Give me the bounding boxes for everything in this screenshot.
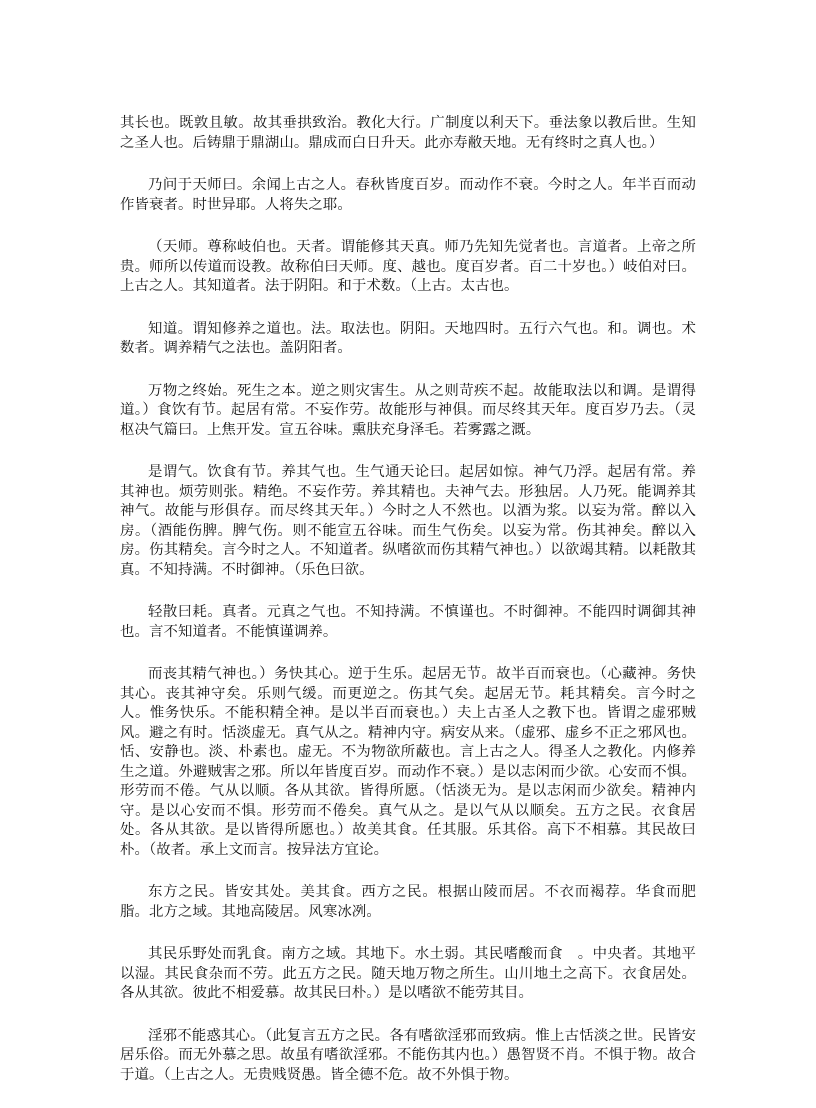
paragraph: 其民乐野处而乳食。南方之域。其地下。水土弱。其民嗜酸而食 。中央者。其地平以湿。其民食杂而不劳。此五方之民。随天地万物之所生。山川地土之高下。衣食居处。各从其欲。彼此不相爱慕。故其民曰朴。）是以嗜欲不能劳其目。 (120, 946, 696, 1001)
paragraph: 乃问于天师曰。余闻上古之人。春秋皆度百岁。而动作不衰。今时之人。年半百而动作皆衰者。时世异耶。人将失之耶。 (120, 177, 696, 213)
paragraph: 其长也。既敦且敏。故其垂拱致治。教化大行。广制度以利天下。垂法象以教后世。生知之圣人也。后铸鼎于鼎湖山。鼎成而白日升天。此亦寿敝天地。无有终时之真人也。） (120, 115, 696, 151)
paragraph: 轻散曰耗。真者。元真之气也。不知持满。不慎谨也。不时御神。不能四时调御其神也。言不知道者。不能慎谨调养。 (120, 604, 696, 640)
paragraph: 淫邪不能惑其心。（此复言五方之民。各有嗜欲淫邪而致病。惟上古恬淡之世。民皆安居乐俗。而无外慕之思。故虽有嗜欲淫邪。不能伤其内也。）愚智贤不肖。不惧于物。故合于道。（上古之人。无贵贱贤愚。皆全德不危。故不外惧于物。 (120, 1027, 696, 1083)
document-page (120, 114, 696, 1108)
paragraph: 万物之终始。死生之本。逆之则灾害生。从之则苛疾不起。故能取法以和调。是谓得道。）食饮有节。起居有常。不妄作劳。故能形与神俱。而尽终其天年。度百岁乃去。（灵枢决气篇曰。上焦开发。宣五谷味。熏肤充身泽毛。若雾露之溉。 (120, 382, 696, 438)
paragraph: 东方之民。皆安其处。美其食。西方之民。根据山陵而居。不衣而褐荐。华食而肥脂。北方之域。其地高陵居。风寒冰冽。 (120, 884, 696, 920)
paragraph: 知道。谓知修养之道也。法。取法也。阴阳。天地四时。五行六气也。和。调也。术数者。调养精气之法也。盖阴阳者。 (120, 320, 696, 356)
paragraph: 而丧其精气神也。）务快其心。逆于生乐。起居无节。故半百而衰也。（心藏神。务快其心。丧其神守矣。乐则气缓。而更逆之。伤其气矣。起居无节。耗其精矣。言今时之人。惟务快乐。不能积精全神。是以半百而衰也。）夫上古圣人之教下也。皆谓之虚邪贼风。避之有时。恬淡虚无。真气从之。精神内守。病安从来。（虚邪、虚乡不正之邪风也。恬、安静也。淡、朴素也。虚无。不为物欲所蔽也。言上古之人。得圣人之教化。内修养生之道。外避贼害之邪。所以年皆度百岁。而动作不衰。）是以志闲而少欲。心安而不惧。形劳而不倦。气从以顺。各从其欲。皆得所愿。（恬淡无为。是以志闲而少欲矣。精神内守。是以心安而不惧。形劳而不倦矣。真气从之。是以气从以顺矣。五方之民。衣食居处。各从其欲。是以皆得所愿也。）故美其食。任其服。乐其俗。高下不相慕。其民故曰朴。（故者。承上文而言。按异法方宜论。 (120, 666, 696, 858)
paragraph: （天师。尊称岐伯也。天者。谓能修其天真。师乃先知先觉者也。言道者。上帝之所贵。师所以传道而设教。故称伯曰天师。度、越也。度百岁者。百二十岁也。）岐伯对曰。上古之人。其知道者。法于阴阳。和于术数。（上古。太古也。 (120, 239, 696, 294)
paragraph: 是谓气。饮食有节。养其气也。生气通天论曰。起居如惊。神气乃浮。起居有常。养其神也。烦劳则张。精绝。不妄作劳。养其精也。夫神气去。形独居。人乃死。能调养其神气。故能与形俱存。而尽终其天年。）今时之人不然也。以酒为浆。以妄为常。醉以入房。（酒能伤脾。脾气伤。则不能宣五谷味。而生气伤矣。以妄为常。伤其神矣。醉以入房。伤其精矣。言今时之人。不知道者。纵嗜欲而伤其精气神也。）以欲竭其精。以耗散其真。不知持满。不时御神。（乐色曰欲。 (120, 464, 696, 578)
